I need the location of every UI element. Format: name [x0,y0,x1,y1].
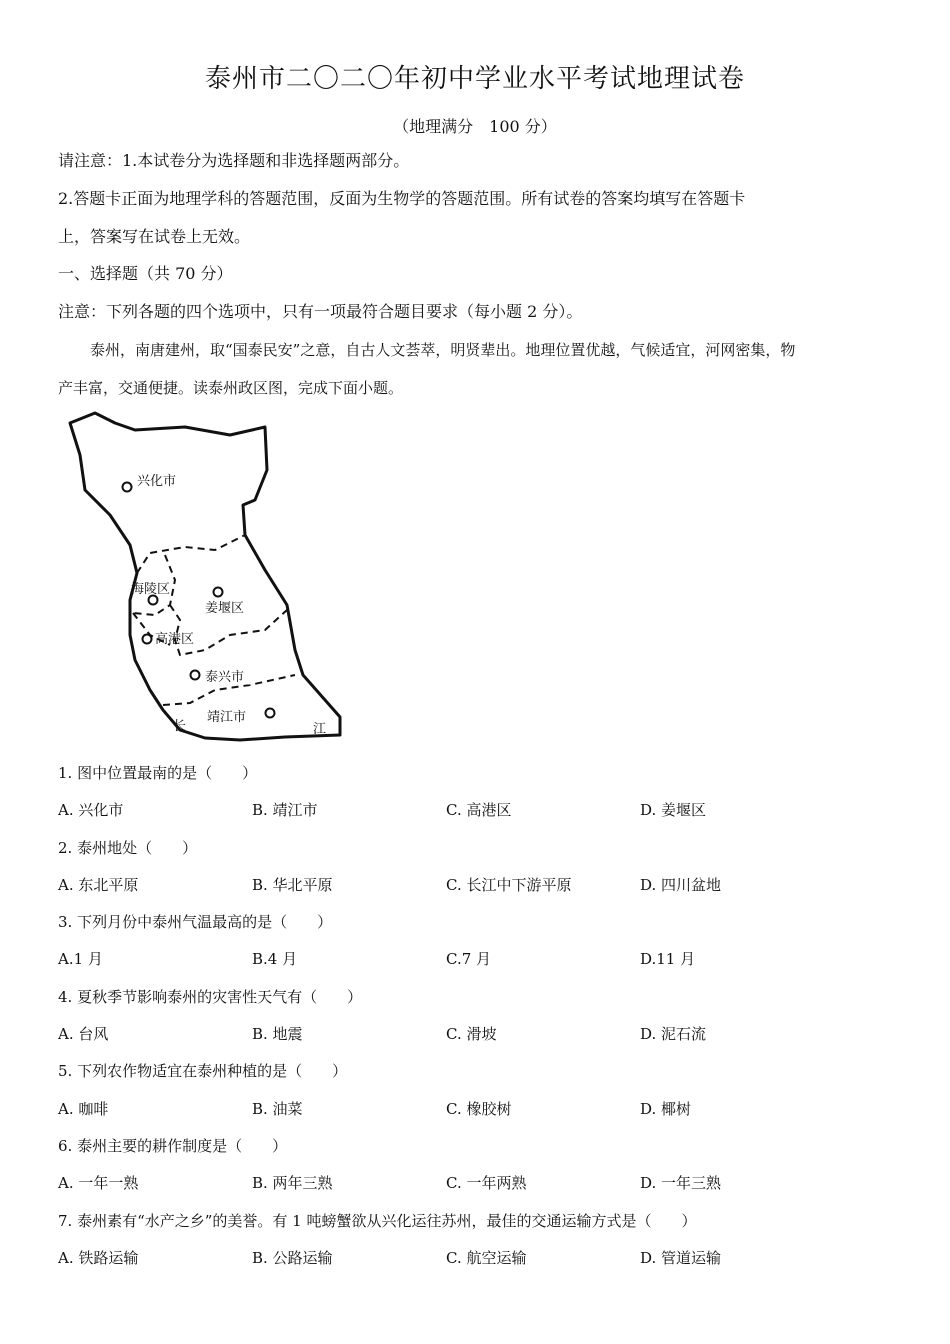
question-7-option-b: B. 公路运输 [252,1249,333,1267]
question-4-stem: 4. 夏秋季节影响泰州的灾害性天气有（ ） [58,988,363,1006]
note-2-line-1: 2.答题卡正面为地理学科的答题范围，反面为生物学的答题范围。所有试卷的答案均填写在答题卡 [58,189,746,208]
exam-subtitle: （地理满分 100 分） [393,117,557,136]
question-2-option-a: A. 东北平原 [58,876,139,894]
section-instruction: 注意：下列各题的四个选项中，只有一项最符合题目要求（每小题 2 分）。 [58,302,583,321]
question-1-option-a: A. 兴化市 [58,801,124,819]
question-7-option-c: C. 航空运输 [446,1249,527,1267]
question-4-option-a: A. 台风 [58,1025,109,1043]
xinghua-marker [123,483,132,492]
label-xinghua: 兴化市 [137,474,177,489]
label-gaogang: 高港区 [155,632,195,647]
question-3-stem: 3. 下列月份中泰州气温最高的是（ ） [58,913,333,931]
label-hailing: 海陵区 [131,582,171,597]
passage-line-1: 泰州，南唐建州，取“国泰民安”之意，自古人文荟萃，明贤辈出。地理位置优越，气候适宜，河网密集，物 [90,341,796,359]
label-river-chang: 长 [173,719,187,734]
boundary-xinghua-south [137,535,245,573]
question-2-option-d: D. 四川盆地 [640,876,722,894]
label-river-jiang: 江 [313,722,327,737]
question-1-stem: 1. 图中位置最南的是（ ） [58,764,258,782]
question-5-stem: 5. 下列农作物适宜在泰州种植的是（ ） [58,1062,348,1080]
question-5-option-d: D. 椰树 [640,1100,692,1118]
question-5-option-c: C. 橡胶树 [446,1100,512,1118]
question-1-option-c: C. 高港区 [446,801,512,819]
question-6-option-d: D. 一年三熟 [640,1174,722,1192]
question-6-option-a: A. 一年一熟 [58,1174,139,1192]
question-1-option-d: D. 姜堰区 [640,801,707,819]
question-6-option-c: C. 一年两熟 [446,1174,527,1192]
question-1-option-b: B. 靖江市 [252,801,318,819]
question-2-option-c: C. 长江中下游平原 [446,876,572,894]
question-7-option-a: A. 铁路运输 [58,1249,139,1267]
label-taixing: 泰兴市 [205,670,245,685]
jingjiang-marker [266,709,275,718]
note-1: 请注意：1.本试卷分为选择题和非选择题两部分。 [58,151,410,170]
question-5-option-b: B. 油菜 [252,1100,303,1118]
question-4-option-c: C. 滑坡 [446,1025,497,1043]
taixing-marker [191,671,200,680]
question-4-option-d: D. 泥石流 [640,1025,707,1043]
question-3-option-a: A.1 月 [58,950,103,968]
jiangyan-marker [214,588,223,597]
question-4-option-b: B. 地震 [252,1025,303,1043]
question-6-option-b: B. 两年三熟 [252,1174,333,1192]
question-3-option-c: C.7 月 [446,950,492,968]
passage-line-2: 产丰富，交通便捷。读泰州政区图，完成下面小题。 [58,379,404,397]
label-jiangyan: 姜堰区 [205,601,245,616]
question-7-stem: 7. 泰州素有“水产之乡”的美誉。有 1 吨螃蟹欲从兴化运往苏州，最佳的交通运输方式是（ ） [58,1212,697,1230]
label-jingjiang: 靖江市 [207,710,247,725]
section-title: 一、选择题（共 70 分） [58,264,233,283]
gaogang-marker [143,635,152,644]
question-2-stem: 2. 泰州地处（ ） [58,839,198,857]
exam-title: 泰州市二〇二〇年初中学业水平考试地理试卷 [204,64,745,94]
question-7-option-d: D. 管道运输 [640,1249,722,1267]
question-5-option-a: A. 咖啡 [58,1100,109,1118]
taizhou-map [55,405,355,750]
question-6-stem: 6. 泰州主要的耕作制度是（ ） [58,1137,288,1155]
question-2-option-b: B. 华北平原 [252,876,333,894]
map-outer-boundary [70,413,340,740]
note-2-line-2: 上，答案写在试卷上无效。 [58,227,251,246]
question-3-option-d: D.11 月 [640,950,696,968]
question-3-option-b: B.4 月 [252,950,298,968]
